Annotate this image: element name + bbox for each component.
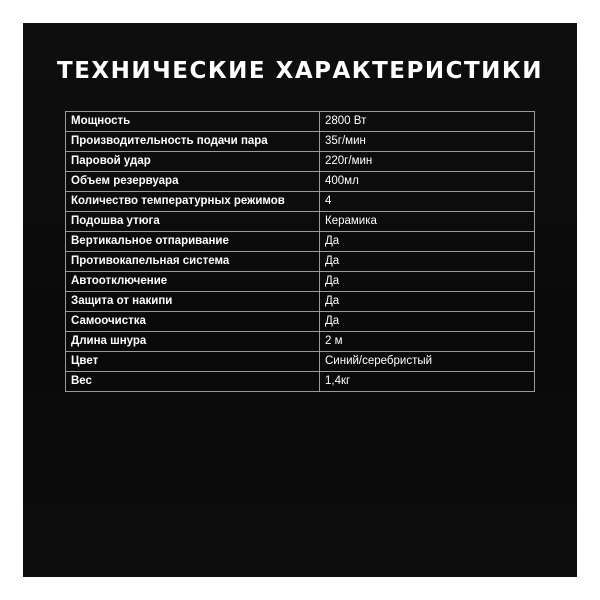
spec-key: Вес	[66, 372, 320, 392]
table-row	[66, 372, 535, 392]
spec-key: Количество температурных режимов	[66, 192, 320, 212]
table-row	[66, 312, 535, 332]
spec-key: Защита от накипи	[66, 292, 320, 312]
table-row	[66, 232, 535, 252]
spec-key: Мощность	[66, 112, 320, 132]
spec-key: Объем резервуара	[66, 172, 320, 192]
spec-value: Да	[320, 252, 535, 272]
table-row	[66, 212, 535, 232]
table-row	[66, 152, 535, 172]
spec-value: 2800 Вт	[320, 112, 535, 132]
table-row	[66, 352, 535, 372]
table-row	[66, 252, 535, 272]
spec-value: Да	[320, 292, 535, 312]
spec-key: Паровой удар	[66, 152, 320, 172]
spec-key: Автоотключение	[66, 272, 320, 292]
spec-value: 2 м	[320, 332, 535, 352]
spec-key: Самоочистка	[66, 312, 320, 332]
spec-value: Да	[320, 272, 535, 292]
spec-value: 35г/мин	[320, 132, 535, 152]
table-row	[66, 172, 535, 192]
table-row	[66, 112, 535, 132]
spec-value: 4	[320, 192, 535, 212]
spec-key: Противокапельная система	[66, 252, 320, 272]
table-row	[66, 272, 535, 292]
spec-table	[65, 111, 535, 392]
spec-value: 400мл	[320, 172, 535, 192]
table-row	[66, 292, 535, 312]
spec-key: Длина шнура	[66, 332, 320, 352]
table-row	[66, 332, 535, 352]
spec-value: 1,4кг	[320, 372, 535, 392]
table-row	[66, 132, 535, 152]
spec-value: 220г/мин	[320, 152, 535, 172]
spec-value: Керамика	[320, 212, 535, 232]
page-title: ТЕХНИЧЕСКИЕ ХАРАКТЕРИСТИКИ	[57, 58, 543, 84]
spec-card	[23, 23, 577, 577]
spec-key: Производительность подачи пара	[66, 132, 320, 152]
spec-key: Подошва утюга	[66, 212, 320, 232]
spec-key: Цвет	[66, 352, 320, 372]
table-row	[66, 192, 535, 212]
spec-value: Да	[320, 312, 535, 332]
spec-value: Да	[320, 232, 535, 252]
spec-key: Вертикальное отпаривание	[66, 232, 320, 252]
spec-value: Синий/серебристый	[320, 352, 535, 372]
